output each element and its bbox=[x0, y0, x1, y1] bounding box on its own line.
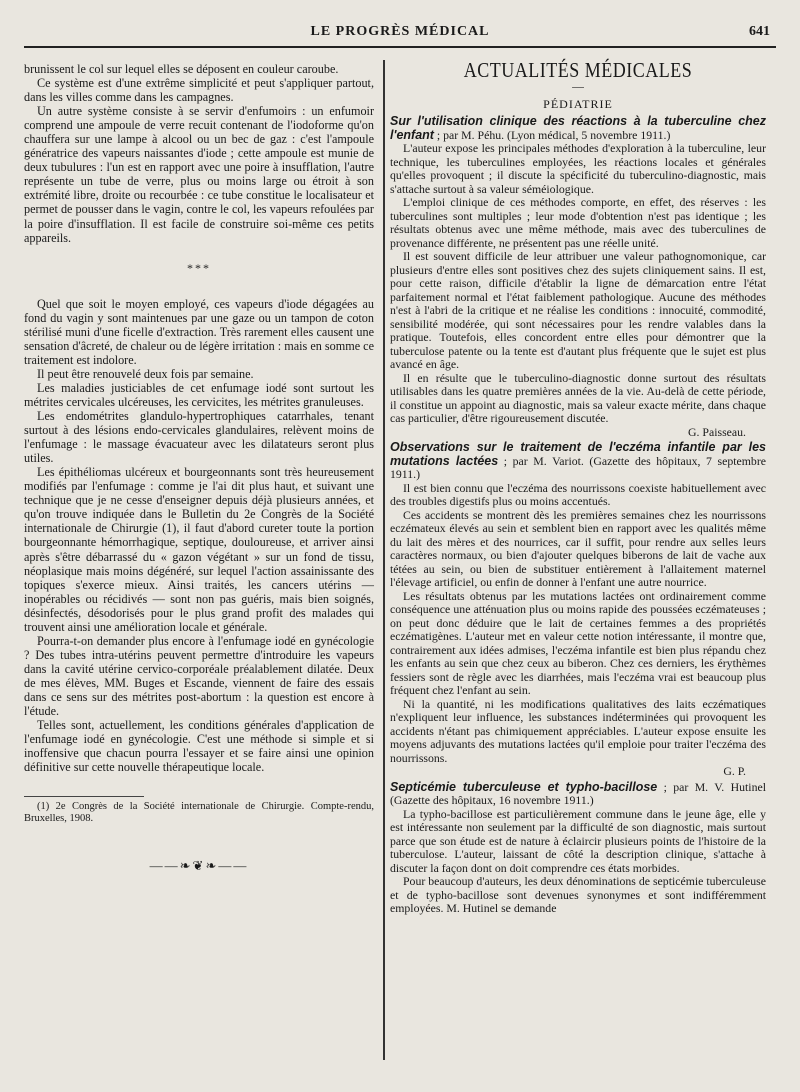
paragraph: Un autre système consiste à se servir d'enfumoirs : un enfumoir comprend une ampoule de verre recuit contenant de l'iodoforme qu'on chauffera sur une lampe à alcool ou un bec de gaz : c'est l'ampoule génératrice des vapeurs naissantes d'iode ; cette ampoule est munie de deux tubulures : l'un est en rapport avec une poire à insufflation, l'autre représente un tube de verre, plus ou moins large ou étroit à son extrémité libre, droite ou recourbée : ce tube constitue le localisateur et permet de pousser dans le vagin, contre le col, les vapeurs refoulées par la poire d'insufflation. Il est facile de construire soi-même ces petits appareils. bbox=[24, 104, 374, 245]
paragraph: Il est bien connu que l'eczéma des nourrissons coexiste habituellement avec des troubles digestifs plus ou moins accentués. bbox=[390, 480, 766, 508]
title-dash: — bbox=[572, 78, 584, 93]
paragraph: Les résultats obtenus par les mutations lactées ont ordinairement comme conséquence une atténuation plus ou moins rapide des poussées eczémateuses ; on peut donc déduire que le lait de certaines femmes a des propriétés eczématigènes. L'auteur met en valeur cette notion intéressante, il montre que, contrairement aux idées admises, l'eczéma infantile est bien plus répandu chez les enfants au sein que chez ceux au biberon. Chez ces derniers, les érythèmes fessiers sont de règle avec les diarrhées, mais l'eczéma vrai est beaucoup plus fréquent chez l'enfant au sein. bbox=[390, 588, 766, 697]
footnote: (1) 2e Congrès de la Société internationale de Chirurgie. Compte-rendu, Bruxelles, 1908. bbox=[24, 801, 374, 825]
column-divider bbox=[383, 60, 385, 1060]
ornament-divider: ——❧❦❧—— bbox=[149, 858, 249, 874]
article-title: Observations sur le traitement de l'eczéma infantile par les mutations lactées bbox=[390, 440, 766, 468]
author-signature: G. Paisseau. bbox=[688, 424, 746, 439]
running-header bbox=[24, 22, 776, 48]
paragraph: brunissent le col sur lequel elles se déposent en couleur caroube. bbox=[24, 62, 339, 76]
author-signature: G. P. bbox=[723, 764, 746, 778]
paragraph: Les épithéliomas ulcéreux et bourgeonnants sont très heureusement modifiés par l'enfumage : comme je l'ai dit plus haut, et suivant une technique que je ne cesse d'enseigner depuis déjà plusieurs années, et qu'on trouve indiquée dans le Bulletin du 2e Congrès de la Société internationale de Chirurgie (1), il faut d'abord cureter toute la portion bourgeonnante hémorrhagique, septique, douloureuse, et arriver ainsi après s'être débarrassé du « gazon végétant » sur un fond de tissu, néoplasique mais moins dégénéré, sur lequel l'action assainissante des topiques s'exerce mieux. Ainsi traités, les cancers utérins — inopérables ou récidivés — sont non pas guéris, mais bien soignés, désinfectés, désodorisés pour le plus grand profit des malades qui trouvent ainsi une amélioration locale et générale. bbox=[24, 465, 374, 634]
paragraph: Il est souvent difficile de leur attribuer une valeur pathognomonique, car plusieurs d'entre elles sont positives chez des sujets cliniquement sains. Il est, pour cette raison, difficile d'établir la ligne de démarcation entre l'état parfaitement normal et l'état faiblement pathologique. Aucune des méthodes n'est à l'abri de la critique et ne réalise les conditions : innocuité, commodité, sensibilité modérée, qui sont nécessaires pour les rendre valables dans la pratique. Toutefois, elles concordent entre elles pour démontrer que la tuberculose patente ou la tente est d'autant plus fréquente que le sujet est plus avancé en âge. bbox=[390, 249, 766, 371]
paragraph: Pourra-t-on demander plus encore à l'enfumage iodé en gynécologie ? Des tubes intra-utérins peuvent permettre d'introduire les vapeurs dans la cavité utérine cervico-corporéale préalablement dilatée. Deux de mes élèves, MM. Buges et Escande, viennent de faire des essais dans ce sens sur des métrites post-abortum : la question est encore à l'étude. bbox=[24, 633, 374, 719]
section-title: ACTUALITÉS MÉDICALES bbox=[463, 58, 693, 82]
paragraph: La typho-bacillose est particulièrement commune dans le jeune âge, elle y est intéressante non seulement par la difficulté de son diagnostic, mais surtout parce que son étude est de nature à éclaircir plusieurs points de l'histoire de la tuberculose. L'auteur, laissant de côté la description clinique, s'attache à discuter la façon dont on doit comprendre ces états morbides. bbox=[390, 806, 766, 875]
paragraph: Ces accidents se montrent dès les premières semaines chez les nourrissons eczémateux élevés au sein et semblent bien en rapport avec les qualités même du lait des mères et des nourrices, car il suffit, pour rendre aux selles leurs caractères normaux, ou bien d'ajouter quelques biberons de lait de vache aux tétées au sein, ou bien de substituer entièrement à l'allaitement maternel l'élevage artificiel, ou enfin de donner à l'enfant une autre nourrice. bbox=[390, 507, 766, 589]
subsection-title: PÉDIATRIE bbox=[543, 96, 613, 111]
article-reference: ; par M. V. Hutinel (Gazette des hôpitaux, 16 novembre 1911.) bbox=[390, 779, 766, 807]
paragraph: Les maladies justiciables de cet enfumage iodé sont surtout les métrites cervicales ulcéreuses, les cervicites, les métrites granuleuses. bbox=[24, 380, 374, 409]
journal-title: LE PROGRÈS MÉDICAL bbox=[310, 24, 490, 39]
article-heading bbox=[390, 115, 766, 142]
paragraph: Ce système est d'une extrême simplicité et peut s'appliquer partout, dans les villes comme dans les campagnes. bbox=[24, 76, 374, 105]
paragraph: Pour beaucoup d'auteurs, les deux dénominations de septicémie tuberculeuse et de typho-bacillose sont devenues synonymes et sont indifféremment employées. M. Hutinel se demande bbox=[390, 874, 766, 915]
footnote-rule bbox=[24, 796, 144, 797]
paragraph: Quel que soit le moyen employé, ces vapeurs d'iode dégagées au fond du vagin y sont maintenues par une gaze ou un tampon de coton stérilisé muni d'une ficelle d'extraction. Très rarement elles causent une sensation d'âcreté, de chaleur ou de légère irritation : mais en somme ce traitement est indolore. bbox=[24, 296, 374, 367]
article-heading bbox=[390, 781, 766, 808]
article-reference: ; par M. Péhu. (Lyon médical, 5 novembre 1911.) bbox=[433, 127, 671, 142]
paragraph: Il peut être renouvelé deux fois par semaine. bbox=[37, 366, 254, 381]
paragraph: Ni la quantité, ni les modifications qualitatives des laits eczématiques n'expliquent leur influence, les substances indéterminées qui provoquent les accidents n'étant pas chimiquement appréciables. L'auteur expose ensuite les moyens adjuvants des mutations lactées qu'il emploie pour traiter l'eczéma des nourrissons. bbox=[390, 696, 766, 765]
paragraph: Telles sont, actuellement, les conditions générales d'application de l'enfumage iodé en gynécologie. C'est une méthode si simple et si inoffensive que chacun pourra l'essayer et se faire ainsi une opinion définitive sur cette nouvelle thérapeutique locale. bbox=[24, 718, 374, 775]
section-separator-stars: *** bbox=[187, 260, 211, 275]
paragraph: Les endométrites glandulo-hypertrophiques catarrhales, tenant surtout à des lésions endo-cervicales glandulaires, relèvent moins de l'enfumage : le massage évacuateur avec les dilatateurs seront plus utiles. bbox=[24, 409, 374, 466]
article-title: Sur l'utilisation clinique des réactions à la tuberculine chez l'enfant bbox=[390, 114, 766, 142]
paragraph: L'emploi clinique de ces méthodes comporte, en effet, des réserves : les tuberculines sont multiples ; leur mode d'obtention n'est pas identique ; les résultats obtenus avec une même méthode, mais avec des tuberculines de provenance différente, ne présentent pas une réelle unité. bbox=[390, 195, 766, 250]
left-column bbox=[24, 62, 374, 873]
paragraph: Il en résulte que le tuberculino-diagnostic donne surtout des résultats utilisables dans les quatre premières années de la vie. Au-delà de cette période, il constitue un appoint au diagnostic, mais sa valeur exacte mérite, dans chaque cas particulier, d'être rigoureusement discutée. bbox=[390, 370, 766, 425]
page-number: 641 bbox=[749, 24, 770, 39]
right-column bbox=[390, 58, 766, 916]
article-reference: ; par M. Variot. (Gazette des hôpitaux, 7 septembre 1911.) bbox=[390, 453, 766, 481]
paragraph: L'auteur expose les principales méthodes d'exploration à la tuberculine, leur technique, les tuberculines employées, les réactions locales et générales qu'elles provoquent ; il discute la spécificité du tuberculino-diagnostic, mais s'attache surtout à sa valeur séméiologique. bbox=[390, 141, 766, 196]
article-title: Septicémie tuberculeuse et typho-bacillose bbox=[390, 779, 658, 794]
article-heading bbox=[390, 441, 766, 482]
